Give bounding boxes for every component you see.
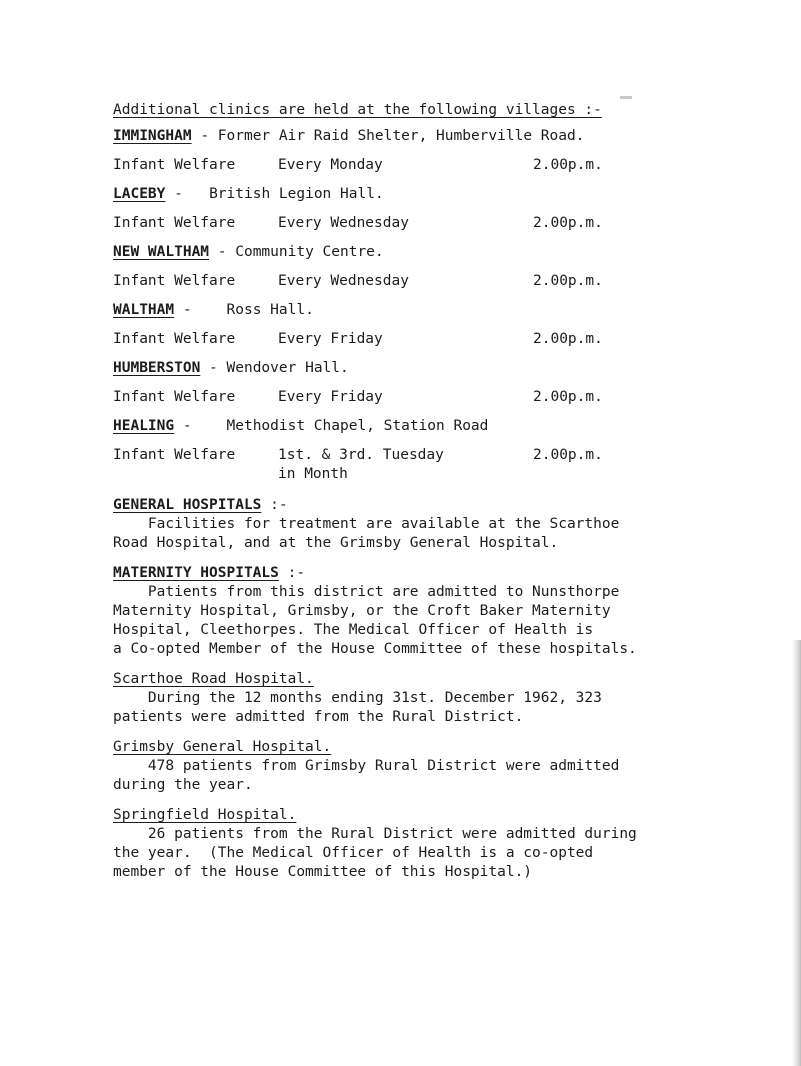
village-separator: - (200, 128, 210, 144)
clinics-heading: Additional clinics are held at the following villages :- (113, 102, 602, 118)
clinic-time: 2.00p.m. (533, 157, 603, 173)
clinic-day-continued: in Month (278, 466, 348, 482)
village-separator: - (209, 360, 218, 376)
clinic-location: Ross Hall. (226, 302, 314, 318)
paragraph-line: during the year. (113, 777, 253, 793)
village-name: NEW WALTHAM (113, 244, 210, 260)
paragraph-line: 26 patients from the Rural District were admitted during (113, 826, 637, 842)
clinic-day: Every Wednesday (278, 273, 409, 289)
section-heading: Grimsby General Hospital. (113, 739, 332, 755)
clinic-location: Community Centre. (235, 244, 384, 260)
section-heading: Springfield Hospital. (113, 807, 297, 823)
paragraph-line: Road Hospital, and at the Grimsby General Hospital. (113, 535, 559, 551)
heading-suffix: :- (278, 565, 306, 581)
paragraph-line: Facilities for treatment are available at the Scarthoe (113, 516, 620, 532)
clinic-day: Every Wednesday (278, 215, 409, 231)
clinic-time: 2.00p.m. (533, 447, 603, 463)
clinic-schedule-row-continued (113, 464, 713, 484)
clinic-service: Infant Welfare (113, 331, 236, 347)
clinic-schedule-row (113, 387, 713, 407)
clinic-schedule-row (113, 271, 713, 291)
clinic-location: Former Air Raid Shelter, Humberville Road. (217, 128, 585, 144)
clinic-village-line (113, 358, 349, 378)
clinic-service: Infant Welfare (113, 389, 236, 405)
clinic-day: Every Monday (278, 157, 383, 173)
village-name: HUMBERSTON (113, 360, 201, 376)
village-separator: - (174, 186, 183, 202)
clinic-location: Methodist Chapel, Station Road (226, 418, 489, 434)
village-separator: - (182, 302, 192, 318)
clinic-schedule-row (113, 329, 713, 349)
clinic-village-line (113, 242, 384, 262)
section-heading: GENERAL HOSPITALS (113, 497, 262, 513)
paragraph-line: Maternity Hospital, Grimsby, or the Croft Baker Maternity (113, 603, 611, 619)
clinic-service: Infant Welfare (113, 273, 236, 289)
scan-edge-shadow (792, 640, 801, 1066)
clinic-village-line (113, 184, 384, 204)
clinic-time: 2.00p.m. (533, 215, 603, 231)
paragraph-line: 478 patients from Grimsby Rural District were admitted (113, 758, 620, 774)
maternity-hospitals-heading-line (113, 563, 305, 583)
clinic-time: 2.00p.m. (533, 331, 603, 347)
clinic-day: Every Friday (278, 331, 383, 347)
clinic-day: Every Friday (278, 389, 383, 405)
clinic-day: 1st. & 3rd. Tuesday (278, 447, 444, 463)
clinic-time: 2.00p.m. (533, 273, 603, 289)
village-separator: - (217, 244, 227, 260)
clinic-village-line (113, 300, 314, 320)
section-heading: MATERNITY HOSPITALS (113, 565, 279, 581)
paragraph-line: Hospital, Cleethorpes. The Medical Officer of Health is (113, 622, 594, 638)
clinic-service: Infant Welfare (113, 157, 236, 173)
clinic-location: Wendover Hall. (226, 360, 349, 376)
paragraph-line: patients were admitted from the Rural District. (113, 709, 524, 725)
village-name: IMMINGHAM (113, 128, 192, 144)
village-separator: - (182, 418, 192, 434)
village-name: LACEBY (113, 186, 166, 202)
clinic-schedule-row (113, 445, 713, 465)
clinic-schedule-row (113, 213, 713, 233)
clinic-service: Infant Welfare (113, 215, 236, 231)
clinic-schedule-row (113, 155, 713, 175)
paragraph-line: the year. (The Medical Officer of Health is a co-opted (113, 845, 594, 861)
paragraph-line: member of the House Committee of this Hospital.) (113, 864, 533, 880)
clinic-village-line (113, 126, 584, 146)
paragraph-line: During the 12 months ending 31st. December 1962, 323 (113, 690, 602, 706)
heading-suffix: :- (261, 497, 288, 513)
village-name: HEALING (113, 418, 175, 434)
clinic-location: British Legion Hall. (209, 186, 384, 202)
clinic-village-line (113, 416, 488, 436)
scan-mark (620, 96, 632, 99)
clinic-time: 2.00p.m. (533, 389, 603, 405)
paragraph-line: a Co-opted Member of the House Committee of these hospitals. (113, 641, 637, 657)
clinic-service: Infant Welfare (113, 447, 236, 463)
village-name: WALTHAM (113, 302, 175, 318)
general-hospitals-heading-line (113, 495, 288, 515)
paragraph-line: Patients from this district are admitted to Nunsthorpe (113, 584, 620, 600)
section-heading: Scarthoe Road Hospital. (113, 671, 314, 687)
